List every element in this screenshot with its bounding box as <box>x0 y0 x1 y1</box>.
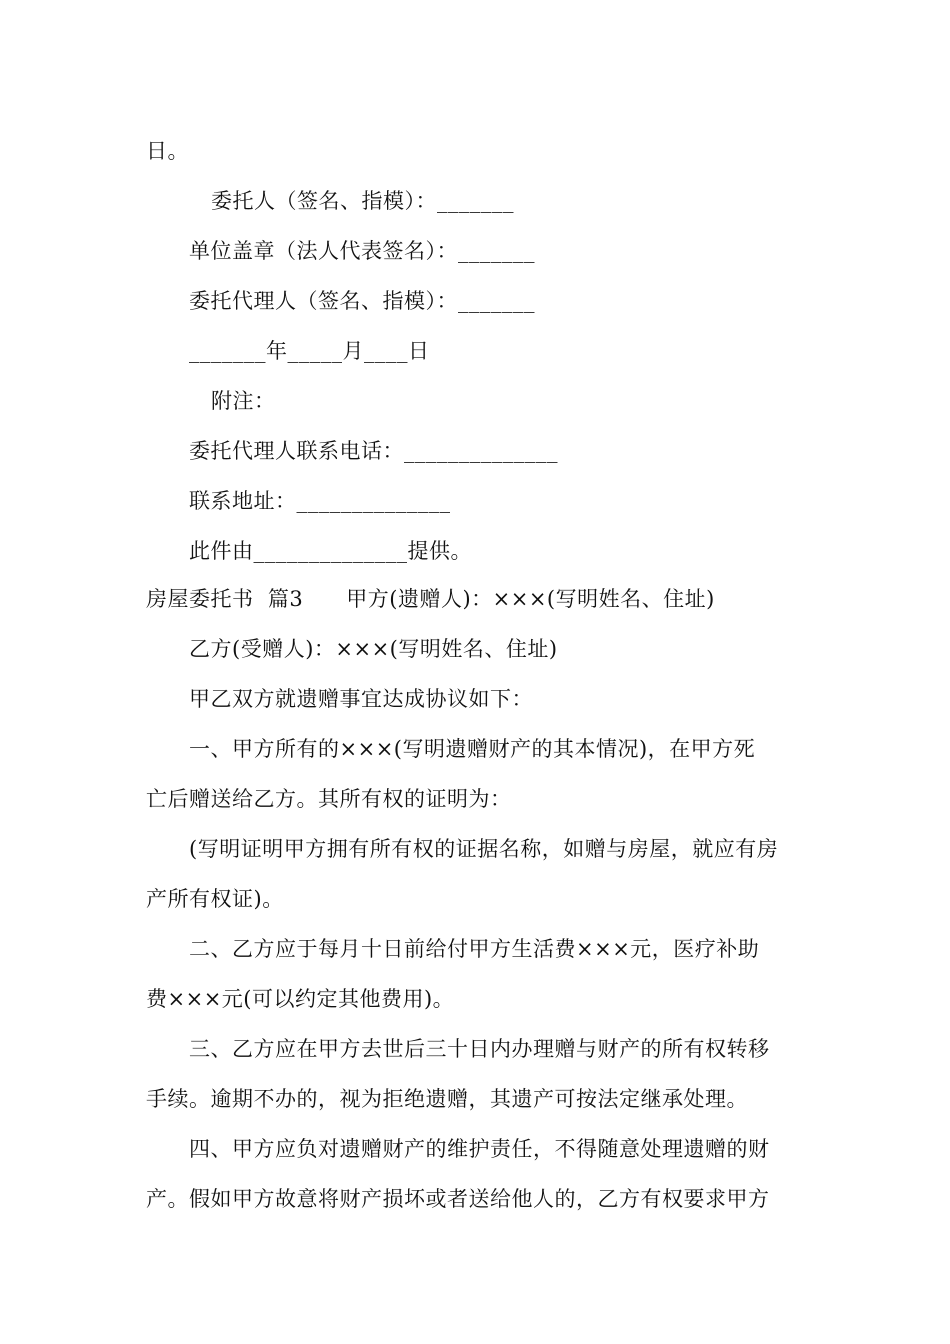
text-line-21: 四、甲方应负对遗赠财产的维护责任，不得随意处理遗赠的财 <box>189 1137 770 1161</box>
text-line-7: 委托代理人联系电话：______________ <box>189 439 558 463</box>
text-line-6: 附注： <box>211 389 276 413</box>
text-line-2: 委托人（签名、指模）：_______ <box>211 189 514 213</box>
text-line-18: 费×××元(可以约定其他费用)。 <box>146 987 455 1011</box>
text-line-11: 乙方(受赠人)：×××(写明姓名、住址) <box>189 637 558 661</box>
text-line-22: 产。假如甲方故意将财产损坏或者送给他人的，乙方有权要求甲方 <box>146 1187 770 1211</box>
text-line-8: 联系地址：______________ <box>189 489 451 513</box>
text-line-5: _______年_____月____日 <box>189 339 430 363</box>
text-line-14: 亡后赠送给乙方。其所有权的证明为： <box>146 787 512 811</box>
section-heading-line: 房屋委托书 篇3 甲方(遗赠人)：×××(写明姓名、住址) <box>146 587 715 611</box>
text-line-12: 甲乙双方就遗赠事宜达成协议如下： <box>189 687 533 711</box>
text-line-3: 单位盖章（法人代表签名）：_______ <box>189 239 535 263</box>
text-line-20: 手续。逾期不办的，视为拒绝遗赠，其遗产可按法定继承处理。 <box>146 1087 748 1111</box>
text-line-13: 一、甲方所有的×××(写明遗赠财产的其本情况)，在甲方死 <box>189 737 756 761</box>
text-line-16: 产所有权证)。 <box>146 887 284 911</box>
text-line-9: 此件由______________提供。 <box>189 539 472 563</box>
text-line-19: 三、乙方应在甲方去世后三十日内办理赠与财产的所有权转移 <box>189 1037 770 1061</box>
text-line-15: (写明证明甲方拥有所有权的证据名称，如赠与房屋，就应有房 <box>189 837 779 861</box>
text-line-1: 日。 <box>146 139 189 163</box>
text-line-4: 委托代理人（签名、指模）：_______ <box>189 289 535 313</box>
text-line-17: 二、乙方应于每月十日前给付甲方生活费×××元，医疗补助 <box>189 937 760 961</box>
